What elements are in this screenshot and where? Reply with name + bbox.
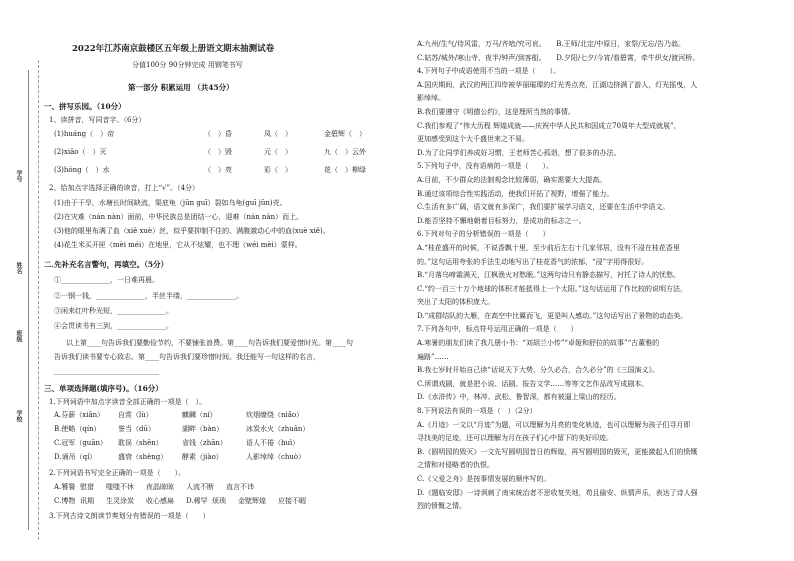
s2-item: ③闲来红叶秒光短，______________。 (54, 307, 173, 315)
pinyin-cell: (3)hóng（ ）水 (54, 166, 110, 174)
text-line: A.目前，不少群众的法制观念比较薄弱，确实需要大大提高。 (417, 175, 607, 184)
choice-cell: 应接不暇 (278, 497, 306, 505)
text-line: A.“桂花盛开的时候，不说香飘十里，至少前后左右十几家邻居，没有不浸在桂花香里 (417, 243, 680, 252)
choice-cell: C.博物 (54, 497, 76, 505)
gutter-dashed-line (38, 60, 39, 540)
choice-cell: 夜晶晾晾 (146, 483, 174, 491)
pinyin-cell: （ ）昏 (204, 130, 232, 138)
text-line: 4.下列句子中成语使用不当的一项是（ ）。 (417, 67, 561, 76)
gutter-label-number: 学号 (15, 170, 22, 182)
s2-item: ④会贯读书有三到，______________。 (54, 322, 173, 330)
text-line: B.《圆明园的毁灭》一文先写圆明园昔日的辉煌，再写圆明园的毁灭，更能激起人们的愤慨 (417, 447, 698, 456)
text-line: C.姑苏/城外/寒山寺，夜半/钟声/到客船。 D.夕阳/七夕/今宵/看碧霄，牵牛织女/渡河桥。 (417, 53, 700, 62)
text-line: C.所谓戏剧，就是把小说、话剧、报告文学……等等文艺作品改写成剧本。 (417, 379, 649, 388)
choice-cell: 人影绰绰（chuò） (246, 453, 306, 461)
gutter-label-name: 姓名 (15, 262, 22, 274)
choice-cell: 生灵涂炭 (106, 497, 134, 505)
pinyin-cell: （ ）毁 (204, 148, 232, 156)
choice-cell: 酵素（jiào） (182, 453, 223, 461)
section-3-heading: 三、单项选择题(填序号)。（16分） (44, 384, 163, 393)
text-line: A.九州/生气/侍风雷，万马/齐喑/究可哀。 B.王师/北定/中原日，家祭/无忘/告乃翁。 (417, 40, 686, 48)
q2-item: (4)花生米买开匣（mèi méi）在地里，它从不炫耀，也不理（wéi mèi）蒙样。 (54, 241, 302, 249)
choice-cell: 麒麟（ní） (182, 411, 217, 419)
s2-paragraph-line: 以上第____句告诉我们要勤俭节约，不要铺张浪费。第____句告诉我们要爱惜时光。第____句 (66, 339, 353, 347)
text-line: B.通过该项综合性实践活动，使我们开拓了视野，增强了能力。 (417, 189, 614, 198)
gutter-label-class: 班级 (15, 330, 22, 342)
text-line: 更加感受到这个大千盛世来之不易。 (417, 135, 529, 144)
pinyin-cell: 花（ ）柳绿 (324, 166, 366, 174)
s2-item: ②一钢一钱，______________，半丝半缕，______________。 (54, 292, 243, 300)
text-line (417, 516, 787, 530)
choice-cell: 烦琐 (212, 497, 226, 505)
choice-row (54, 439, 342, 453)
choice-cell: D.诵吊（qí） (54, 453, 97, 461)
pinyin-row (54, 148, 404, 166)
choice-row (54, 411, 342, 425)
choice-cell: 慰猎 (80, 483, 94, 491)
gutter-line (28, 70, 29, 530)
text-line: 烈的愤慨之情。 (417, 502, 466, 511)
pinyin-row (54, 166, 404, 184)
choice-cell: 冰炭水火（zhuān） (246, 425, 310, 433)
choice-cell: C.冠军（guān） (54, 439, 108, 447)
text-line: A.国庆期间，武汉的两江四岸被华丽璀璨的灯光秀点亮，江湖边挤满了游人，灯光摇曳，人 (417, 80, 698, 89)
choice-cell: A.饕餮 (54, 483, 76, 491)
s1-question-1: 1、读拼音，写同音字。（6分） (49, 116, 146, 124)
q2-item: (2)在灾难（nán nàn）面前，中华民族总是团结一心，迎难（nán nàn）而上。 (54, 213, 304, 221)
choice-cell: 炊烟缭绕（niǎo） (246, 411, 304, 419)
pinyin-cell: 彩（ ） (264, 166, 292, 174)
text-line: 5.下列句子中，没有语病的一项是（ ）。 (417, 162, 554, 171)
choice-cell: 耽误（shěn） (118, 439, 163, 447)
choice-cell: 金壁辉煌 (238, 497, 266, 505)
q2-item: (1)由于干旱，水塘长时间缺流，渠底龟（jūn guī）裂如乌龟(guī jūn)壳。 (54, 199, 287, 207)
text-line: B.“月落乌啼霜满天，江枫渔火对愁眠。”这两句诗只有静态描写，衬托了诗人的忧愁。 (417, 271, 681, 280)
text-line: 的。”这句运用夸张的手法生动地写出了桂花香气的浓郁，“浸”字用得很好。 (417, 257, 649, 266)
pinyin-row (54, 130, 404, 148)
choice-cell: 湖畔（bàn） (182, 425, 224, 433)
choice-cell: 自赏（lù） (118, 411, 153, 419)
choice-cell: 直言不讳 (226, 483, 254, 491)
text-line: D.为了让同学们养成好习惯，王老师苦心孤诣，想了很多的办法。 (417, 148, 621, 157)
choice-row (54, 425, 342, 439)
pinyin-table (54, 130, 404, 184)
section-1-heading: 一、拼写乐园。（10分） (44, 102, 126, 111)
text-line: D.能否坚持不懈地朝着目标努力，是成功的标志之一。 (417, 216, 586, 225)
text-line: C.《父爱之舟》是按事情发展的顺序写的。 (417, 475, 551, 483)
text-line: 寻找美的足迹，还可以理解为月在孩子们心中留下的美好印迹。 (417, 434, 613, 443)
section-2-heading: 二.先补充名言警句，再填空。（5分） (44, 260, 169, 269)
choice-cell: 誉当（dū） (118, 425, 155, 433)
text-line: 影绰绰。 (417, 94, 445, 103)
choice-cell: 人流不断 (186, 483, 214, 491)
choice-row (54, 483, 318, 497)
q2-item: (3)他的眼里布满了血（xiě xuè）丝，似乎要抑制不住的、满腹激动心中的血(xuè xiě)。 (54, 227, 330, 235)
pinyin-cell: （ ）亮 (204, 166, 232, 174)
choice-cell: A.芬薪（xiǎn） (54, 411, 105, 419)
s3-question-3: 3.下列古诗文朗读节奏划分有错误的一项是（ ） (49, 512, 210, 520)
s3-question-2: 2.下列词语书写完全正确的一项是（ ）。 (49, 469, 186, 477)
pinyin-cell: 元（ ） (264, 148, 292, 156)
s2-paragraph-line: 告诉我们读书要专心致志。第____句告诉我们要珍惜时间。我还能写一句这样的名言， (54, 353, 320, 361)
text-line: 7.下列各句中，标点符号运用正确的一项是（ ） (417, 325, 578, 334)
choice-cell: 收心感扁 (146, 497, 174, 505)
choice-cell: 讯期 (80, 497, 94, 505)
gutter-label-school: 学校 (15, 410, 22, 422)
s3-q2-table (54, 483, 318, 511)
choice-cell: 省钱（zhān） (182, 439, 227, 447)
text-line: C.“约一百三十万个地球的体积才能抵得上一个太阳。”这句话运用了作比较的说明方法， (417, 284, 687, 293)
s3-q1-table (54, 411, 342, 467)
text-line: D.《题临安邸》一诗讽刺了南宋统治者不思收复失地，苟且偷安、纵情声乐，表达了诗人强 (417, 488, 698, 497)
text-line: C.我们参观了“伟大历程 辉煌成就——庆祝中华人民共和国成立70周年大型成就展”， (417, 121, 681, 130)
choice-row (54, 497, 318, 511)
text-line: 突出了太阳的体积庞大。 (417, 298, 494, 307)
choice-cell: 盛衰（shèng） (118, 453, 168, 461)
choice-cell: D.稀罕 (186, 497, 208, 505)
text-line: 遍路”…… (417, 352, 449, 361)
s2-item: ①______________，一日难再晨。 (54, 276, 159, 284)
choice-cell: B.使略（qín） (54, 425, 101, 433)
text-line: D.“成群结队的大雁，在高空中比翼而飞，更是叫人感动。”这句话写出了景物的动态美。 (417, 311, 688, 320)
pinyin-cell: 金碧辉（ ） (324, 130, 366, 138)
text-line: 之情和对侵略者的仇恨。 (417, 461, 494, 470)
text-line: B.我七岁时开始自己读“话说天下大势，分久必合，合久必分”的《三国演义》。 (417, 366, 660, 375)
text-line: A.寒暑的朋友们读了我几册小书：“刘胡兰小传”“卓娅和舒拉的故事”“古董雅的 (417, 339, 660, 348)
choice-cell: 嗤嗤不休 (106, 483, 134, 491)
pinyin-cell: 凤（ ） (264, 130, 292, 138)
exam-info: 分值100分 90分钟完成 用钢笔书写 (132, 61, 243, 69)
text-line: 6.下列对句子的分析错误的一项是（ ） (417, 230, 550, 239)
part-heading: 第一部分 积累运用 （共45分） (128, 83, 234, 92)
pinyin-cell: (1)huáng（ ）帝 (54, 130, 115, 138)
s2-paragraph-line: ______________________________ (54, 367, 159, 375)
text-line: B.我们要遵守《明德公约》，这是理所当然的事情。 (417, 107, 575, 116)
s3-question-1: 1.下列词语中加点字读音全部正确的一项是（ ）。 (49, 398, 207, 406)
pinyin-cell: (2)xiāo（ ）灭 (54, 148, 107, 156)
text-line: A.《月迹》一文以“月迹”为题，可以理解为月亮的变化轨迹，也可以理解为孩子们寻月即 (417, 420, 691, 429)
s1-question-2: 2、给加点字选择正确的读音，打上“√”。（4分） (49, 184, 200, 192)
right-column (417, 40, 787, 529)
text-line: C.生活有多广阔，语文就有多深广，我们要扩展学习语文，还要在生活中学语文。 (417, 203, 670, 212)
page-title: 2022年江苏南京鼓楼区五年级上册语文期末抽测试卷 (72, 44, 275, 54)
text-line: D.《水浒传》中，林冲、武松、鲁智深，都有被逼上梁山的经历。 (417, 393, 621, 402)
text-line: 8.下列说法有误的一项是（ ）（2分） (417, 407, 537, 416)
choice-row (54, 453, 342, 467)
choice-cell: 语人不倦（huì） (246, 439, 300, 447)
pinyin-cell: 九（ ）云外 (324, 148, 366, 156)
